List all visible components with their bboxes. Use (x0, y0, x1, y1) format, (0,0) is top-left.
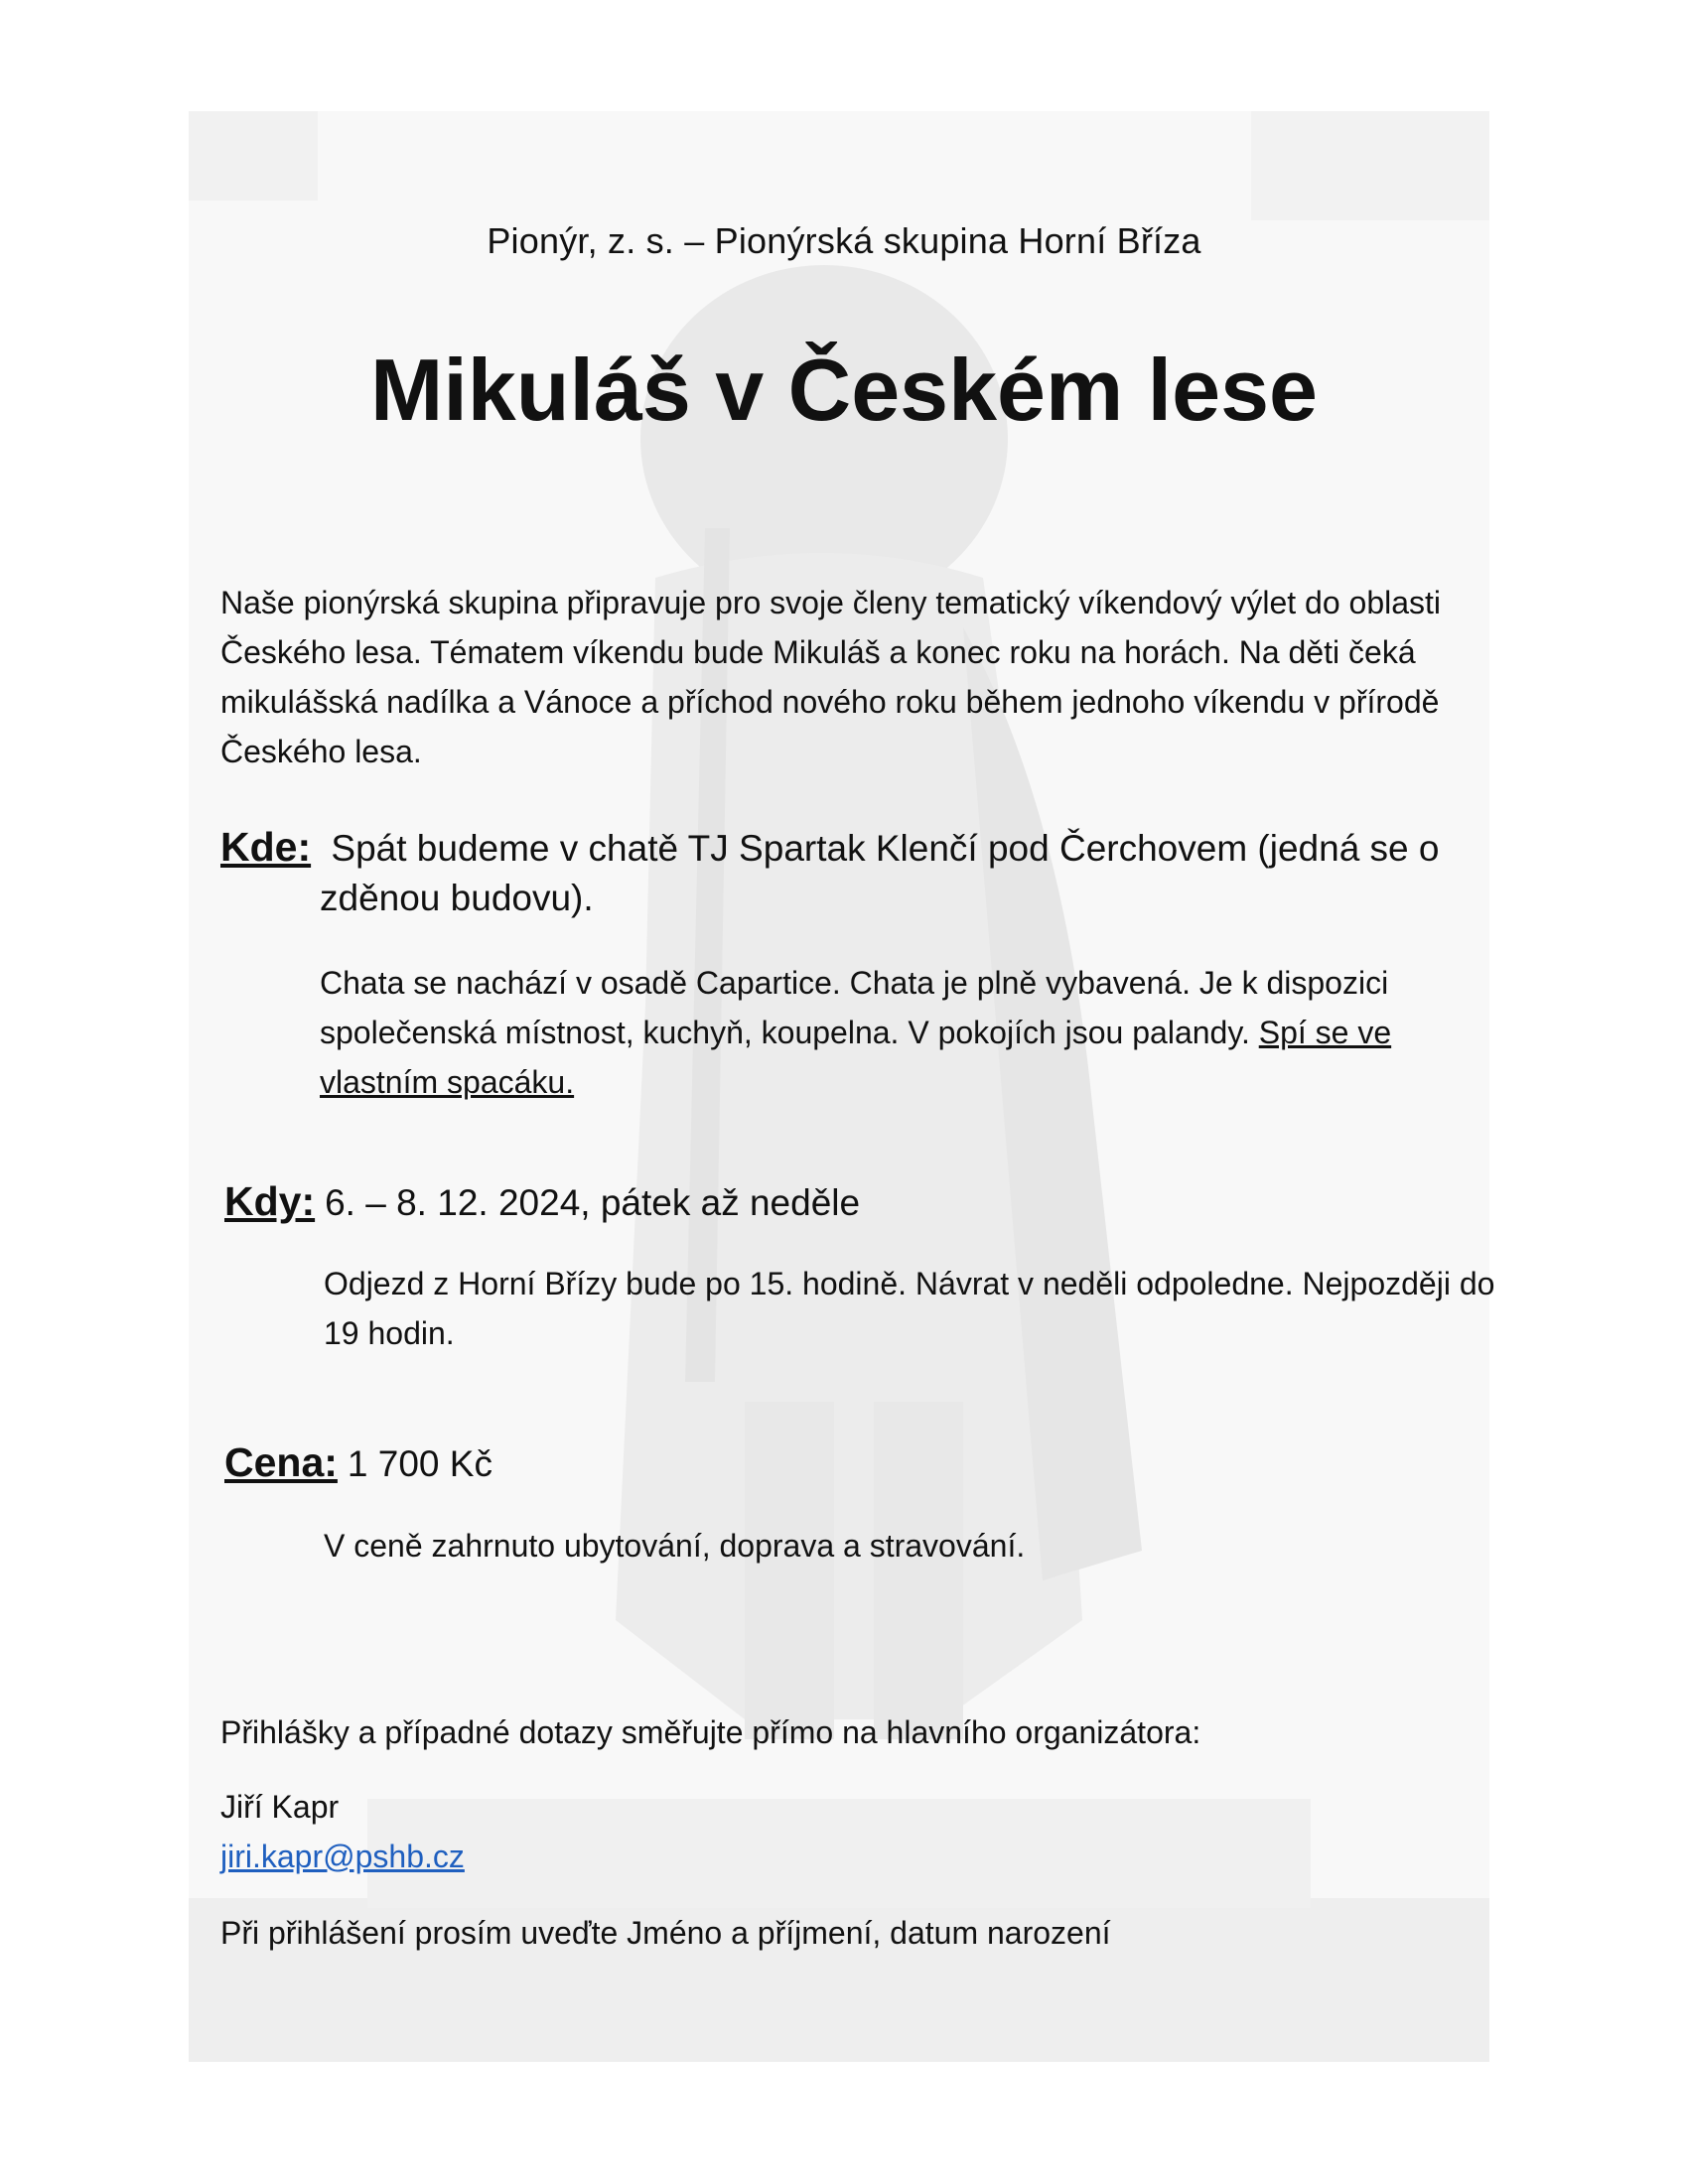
contact-intro: Přihlášky a případné dotazy směřujte přímo na hlavního organizátora: (220, 1714, 1201, 1750)
when-label: Kdy: (224, 1178, 316, 1224)
where-text: Spát budeme v chatě TJ Spartak Klenčí pod Čerchovem (jedná se o zděnou budovu). (320, 828, 1440, 918)
organizer-name: Jiří Kapr (220, 1789, 340, 1825)
price-text: 1 700 Kč (347, 1443, 492, 1484)
price-heading (224, 1437, 1416, 1489)
organizer-email-link[interactable]: jiri.kapr@pshb.cz (220, 1839, 465, 1874)
price-label: Cena: (224, 1439, 338, 1485)
when-text: 6. – 8. 12. 2024, pátek až neděle (325, 1182, 861, 1223)
registration-note: Při přihlášení prosím uveďte Jméno a příjmení, datum narození (220, 1915, 1111, 1951)
where-note (320, 958, 1491, 1107)
sleeping-bag-note: Spí se ve vlastním spacáku. (320, 1015, 1392, 1100)
organization-line: Pionýr, z. s. – Pionýrská skupina Horní Bříza (487, 220, 1201, 261)
where-label: Kde: (220, 824, 312, 870)
where-note-text: Chata se nachází v osadě Capartice. Chata je plně vybavená. Je k dispozici společenská místnost, kuchyň, koupelna. V pokojích jsou palandy. (320, 965, 1389, 1050)
where-heading (220, 822, 1561, 923)
page-title: Mikuláš v Českém lese (370, 341, 1318, 439)
intro-paragraph: Naše pionýrská skupina připravuje pro svoje členy tematický víkendový výlet do oblasti Českého lesa. Tématem víkendu bude Mikuláš a konec roku na horách. Na děti čeká mikulášská nadílka a Vánoce a příchod nového roku během jednoho víkendu v přírodě Českého lesa. (220, 585, 1442, 769)
price-note: V ceně zahrnuto ubytování, doprava a stravování. (324, 1528, 1026, 1564)
when-heading (224, 1176, 1416, 1228)
when-note: Odjezd z Horní Břízy bude po 15. hodině. Návrat v neděli odpoledne. Nejpozději do 19 hodin. (324, 1266, 1495, 1351)
